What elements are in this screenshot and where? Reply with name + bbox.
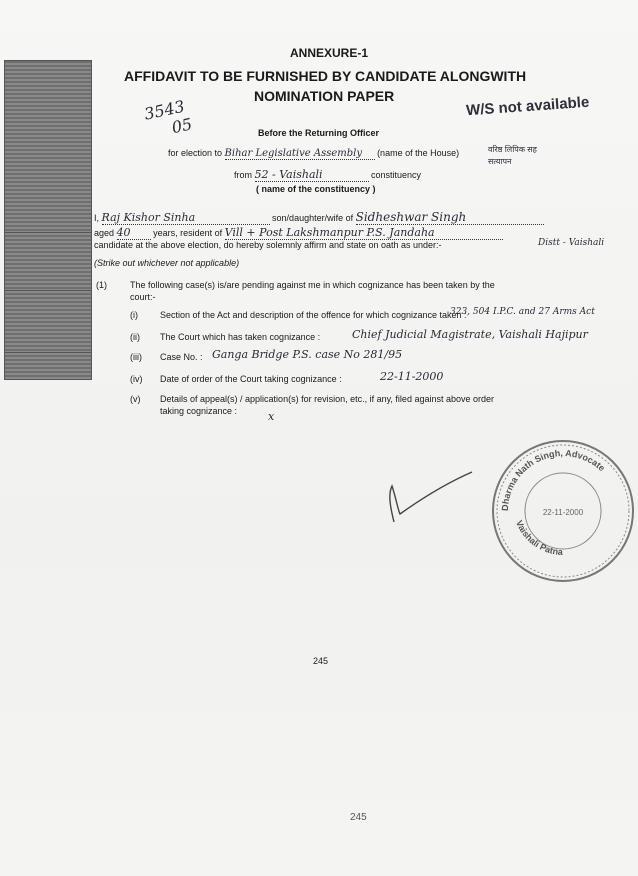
constituency-line	[234, 168, 421, 182]
house-name-field: Bihar Legislative Assembly	[225, 148, 375, 160]
item-label: The Court which has taken cognizance :	[160, 332, 321, 342]
item-number: (ii)	[130, 332, 140, 342]
item-number: (v)	[130, 394, 141, 404]
from-label: from	[234, 170, 252, 180]
item-number: (iv)	[130, 374, 143, 384]
seal-text-top: Dharma Nath Singh, Advocate	[499, 447, 607, 512]
clause-number: (1)	[96, 280, 107, 290]
hindi-note: वरिष्ठ लिपिक सह सत्यापन	[488, 145, 537, 166]
father-name-field: Sidheshwar Singh	[356, 210, 544, 225]
svg-text:Vaishali Patna	[514, 519, 564, 557]
court-fee-stamp	[4, 352, 92, 380]
item-label: Section of the Act and description of the offence for which cognizance taken :	[160, 310, 467, 320]
address-field: Vill + Post Lakshmanpur P.S. Jandaha	[225, 226, 503, 240]
returning-officer-heading: Before the Returning Officer	[258, 128, 380, 138]
seal-text-bottom: Vaishali Patna	[514, 518, 564, 557]
document-title-line2: NOMINATION PAPER	[254, 88, 395, 104]
relation-label: son/daughter/wife of	[272, 213, 354, 223]
court-fee-stamp	[4, 290, 92, 354]
oath-statement: candidate at the above election, do hereby solemnly affirm and state on oath as under:-	[94, 240, 442, 250]
document-title-line1: AFFIDAVIT TO BE FURNISHED BY CANDIDATE ALONGWITH	[124, 68, 527, 84]
item-label: taking cognizance :	[160, 406, 238, 416]
constituency-field: 52 - Vaishali	[255, 168, 369, 182]
annexure-label: ANNEXURE-1	[290, 46, 369, 60]
constituency-caption: ( name of the constituency )	[256, 184, 376, 194]
item-label: Details of appeal(s) / application(s) for revision, etc., if any, filed against above order	[160, 394, 494, 404]
strike-note: (Strike out whichever not applicable)	[94, 258, 240, 268]
handwritten-number: 3543 05	[142, 96, 194, 138]
item-value: Chief Judicial Magistrate, Vaishali Hajipur	[352, 328, 588, 341]
item-label: Date of order of the Court taking cognizance :	[160, 374, 342, 384]
clause-text-line2: court:-	[130, 292, 156, 302]
election-prefix: for election to	[168, 148, 223, 158]
page-number-bottom: 245	[350, 812, 367, 823]
constituency-word: constituency	[371, 170, 422, 180]
court-fee-stamp	[4, 60, 92, 234]
candidate-name-field: Raj Kishor Sinha	[102, 211, 270, 225]
seal-date: 22-11-2000	[542, 508, 584, 517]
election-line	[168, 148, 459, 160]
candidate-line: I, Raj Kishor Sinha son/daughter/wife of Sidheshwar Singh	[94, 210, 544, 225]
item-value: 22-11-2000	[380, 370, 444, 383]
signature	[380, 466, 480, 528]
item-number: (i)	[130, 310, 138, 320]
clause-text-line1: The following case(s) is/are pending against me in which cognizance has been taken by the	[130, 280, 495, 290]
item-value: Ganga Bridge P.S. case No 281/95	[212, 348, 403, 361]
item-value: x	[268, 410, 275, 423]
district-note: Distt - Vaishali	[538, 238, 605, 248]
page-number: 245	[313, 656, 329, 666]
item-label: Case No. :	[160, 352, 203, 362]
court-fee-stamp	[4, 232, 92, 292]
item-value: 323, 504 I.P.C. and 27 Arms Act	[450, 307, 595, 317]
not-available-note: W/S not available	[465, 93, 590, 120]
house-label: (name of the House)	[377, 148, 460, 158]
svg-text:Dharma Nath Singh, Advocate	[500, 448, 607, 511]
advocate-seal	[488, 436, 638, 586]
age-field: 40	[117, 226, 151, 240]
item-number: (iii)	[130, 352, 142, 362]
age-address-line: aged 40 years, resident of Vill + Post Lakshmanpur P.S. Jandaha	[94, 226, 503, 240]
